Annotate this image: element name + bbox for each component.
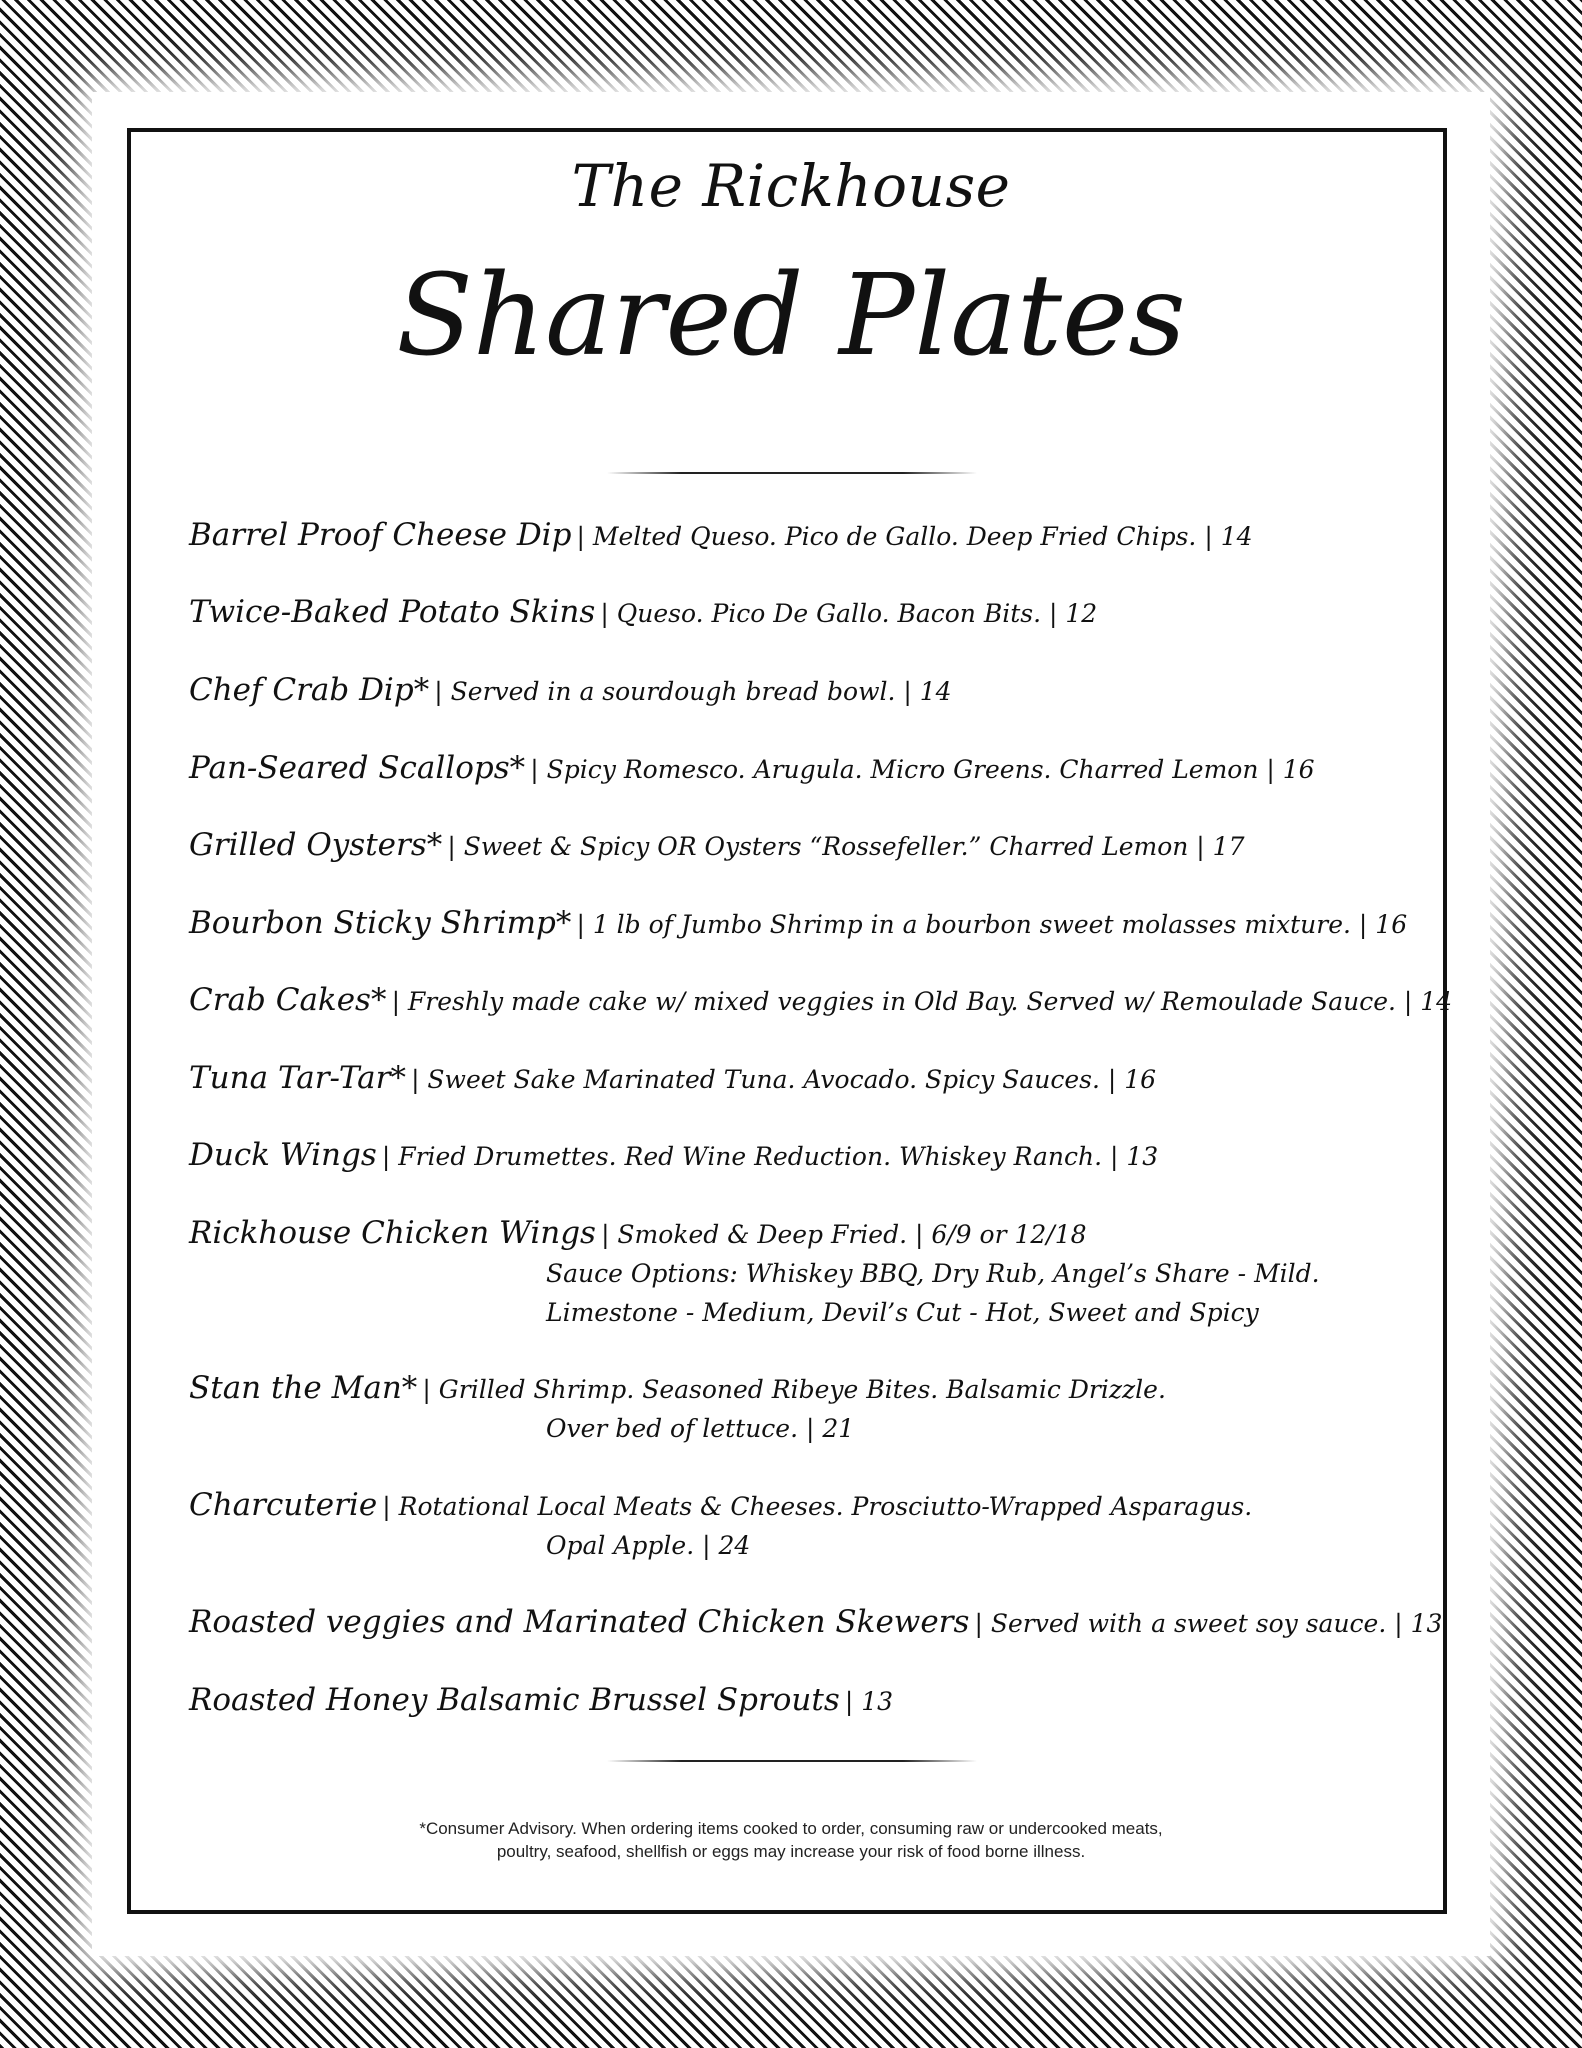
item-description: | Served in a sourdough bread bowl. | 14 [434, 677, 952, 706]
item-name: Rickhouse Chicken Wings [189, 1215, 596, 1251]
menu-card [92, 92, 1490, 1956]
menu-item [189, 905, 1450, 941]
menu-item [189, 1137, 1450, 1173]
sauce-options-line: Limestone - Medium, Devil’s Cut - Hot, Sweet and Spicy [546, 1297, 1259, 1327]
item-description: | Queso. Pico De Gallo. Bacon Bits. | 12 [600, 599, 1098, 628]
item-name: Bourbon Sticky Shrimp* [189, 905, 572, 941]
item-description: | Spicy Romesco. Arugula. Micro Greens. Charred Lemon | 16 [530, 755, 1315, 784]
item-description: | Melted Queso. Pico de Gallo. Deep Fried Chips. | 14 [576, 522, 1253, 551]
item-description-continued: Opal Apple. | 24 [546, 1531, 751, 1560]
consumer-advisory [92, 1818, 1490, 1864]
item-name: Pan-Seared Scallops* [189, 750, 526, 786]
item-description: | Sweet Sake Marinated Tuna. Avocado. Spicy Sauces. | 16 [411, 1065, 1157, 1094]
advisory-line: poultry, seafood, shellfish or eggs may increase your risk of food borne illness. [496, 1841, 1086, 1861]
item-name: Duck Wings [189, 1137, 377, 1173]
section-title: Shared Plates [396, 251, 1186, 381]
item-description: | 13 [844, 1687, 894, 1716]
item-description: | Rotational Local Meats & Cheeses. Prosciutto-Wrapped Asparagus. [382, 1492, 1253, 1521]
menu-item [189, 982, 1453, 1018]
menu-item [189, 517, 1450, 553]
item-description: | Served with a sweet soy sauce. | 13 [974, 1609, 1443, 1638]
item-description: | Sweet & Spicy OR Oysters “Rossefeller.” Charred Lemon | 17 [447, 832, 1245, 861]
item-name: Roasted Honey Balsamic Brussel Sprouts [189, 1682, 840, 1718]
item-name: Chef Crab Dip* [189, 672, 430, 708]
restaurant-name: The Rickhouse [571, 152, 1011, 220]
menu-item [189, 750, 1450, 786]
item-name: Stan the Man* [189, 1370, 418, 1406]
item-name: Charcuterie [189, 1487, 378, 1523]
item-description: | Grilled Shrimp. Seasoned Ribeye Bites. Balsamic Drizzle. [422, 1375, 1166, 1404]
sauce-options-line: Sauce Options: Whiskey BBQ, Dry Rub, Angel’s Share - Mild. [546, 1259, 1320, 1288]
menu-item [189, 1487, 1450, 1566]
menu-frame [127, 128, 1447, 1914]
menu-item [189, 1682, 1450, 1718]
menu-item [189, 1370, 1450, 1449]
item-description-continued: Over bed of lettuce. | 21 [546, 1414, 855, 1443]
item-name: Grilled Oysters* [189, 827, 443, 863]
item-name: Tuna Tar-Tar* [189, 1060, 406, 1096]
item-name: Crab Cakes* [189, 982, 387, 1018]
menu-item [189, 1604, 1450, 1640]
menu-item [189, 594, 1450, 630]
item-description: | Smoked & Deep Fried. | 6/9 or 12/18 [601, 1220, 1087, 1249]
item-description: | Fried Drumettes. Red Wine Reduction. Whiskey Ranch. | 13 [381, 1142, 1159, 1171]
item-name: Roasted veggies and Marinated Chicken Skewers [189, 1604, 970, 1640]
bottom-divider [607, 1760, 977, 1762]
menu-item [189, 1060, 1450, 1096]
advisory-line: *Consumer Advisory. When ordering items cooked to order, consuming raw or undercooked meats, [419, 1819, 1163, 1838]
menu-item [189, 827, 1450, 863]
item-description: | 1 lb of Jumbo Shrimp in a bourbon sweet molasses mixture. | 16 [576, 910, 1408, 939]
menu-item [189, 1215, 1450, 1333]
item-description: | Freshly made cake w/ mixed veggies in Old Bay. Served w/ Remoulade Sauce. | 14 [391, 987, 1453, 1016]
item-name: Barrel Proof Cheese Dip [189, 517, 572, 553]
item-name: Twice-Baked Potato Skins [189, 594, 596, 630]
menu-item [189, 672, 1450, 708]
top-divider [607, 472, 977, 474]
